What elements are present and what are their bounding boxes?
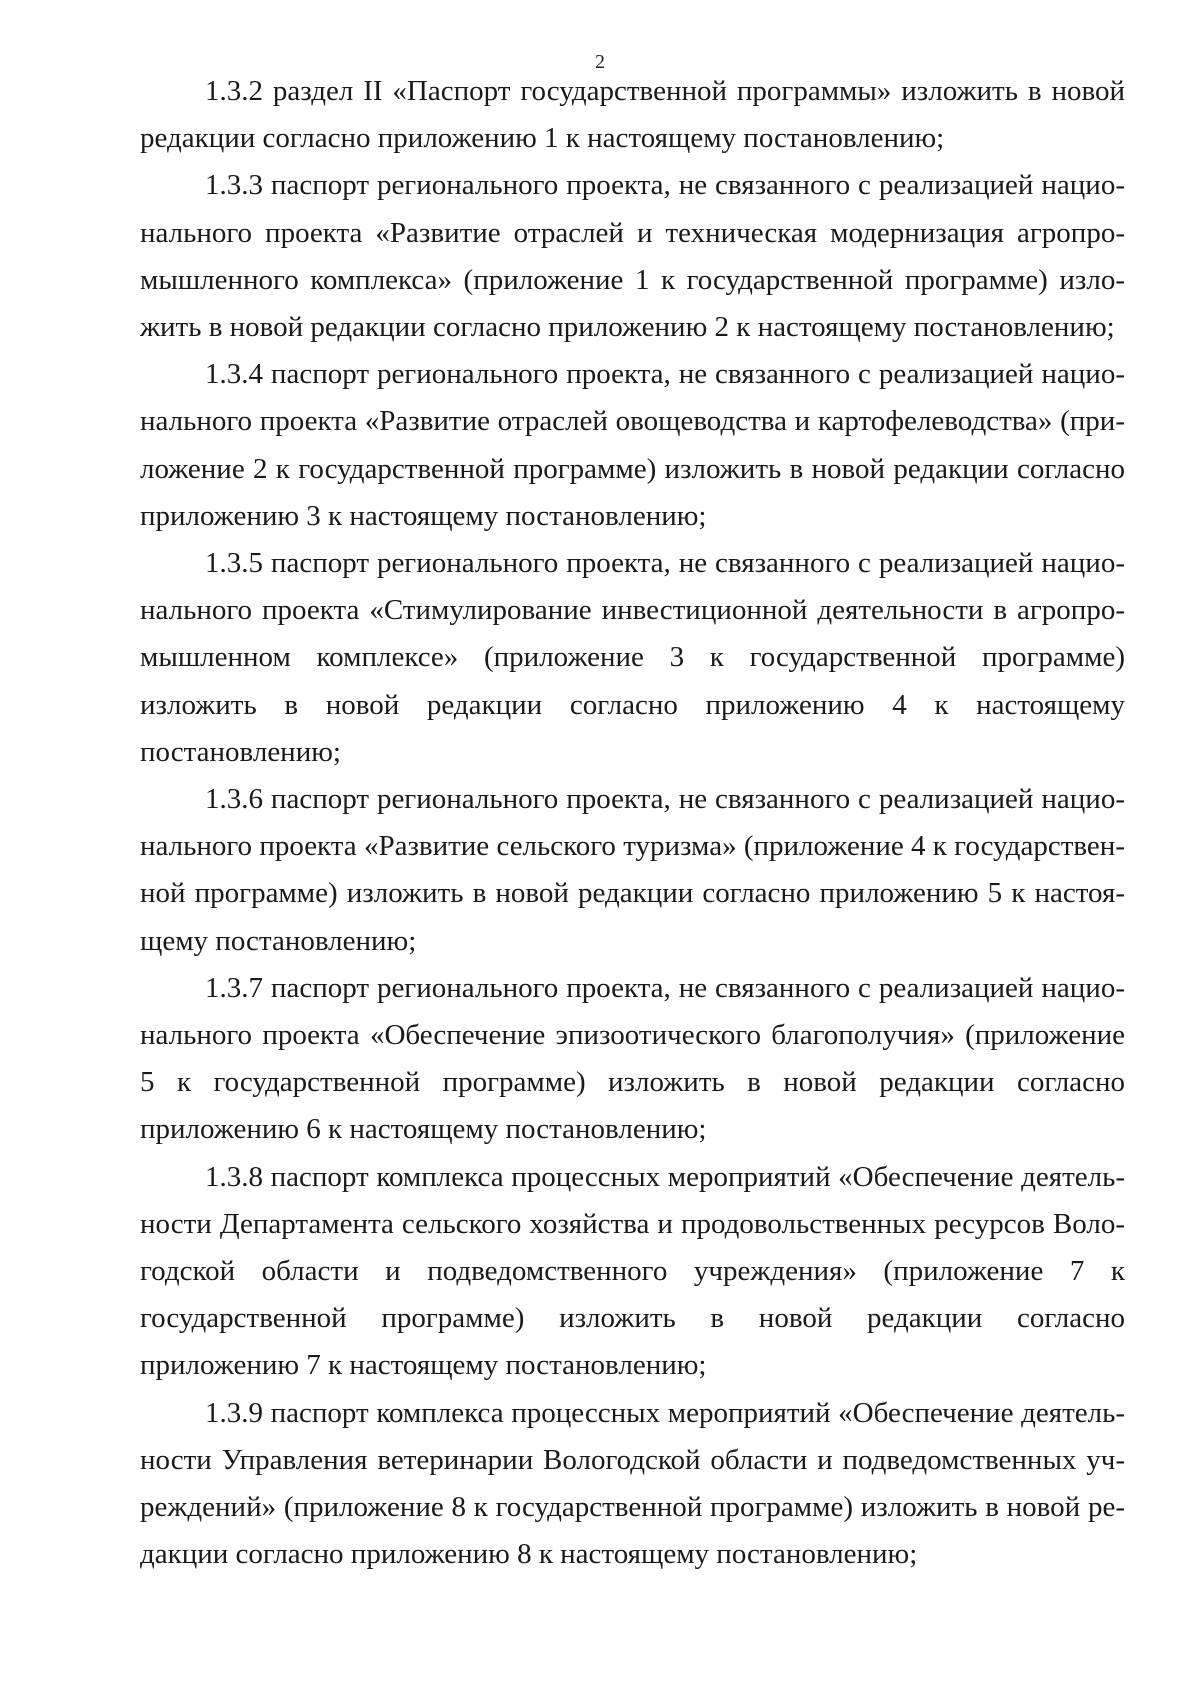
paragraph-1-3-6: 1.3.6 паспорт регионального проекта, не связанного с реализацией национального проекта «Развитие сельского туризма» (приложение 4 к государственной программе) изложить в новой редакции согласно приложению 5 к настоящему постановлению; <box>140 783 1125 957</box>
paragraph-1-3-3: 1.3.3 паспорт регионального проекта, не связанного с реализацией национального проекта «Развитие отраслей и техническая модернизация агропромышленного комплекса» (приложение 1 к государственной программе) изложить в новой редакции согласно приложению 2 к настоящему постановлению; <box>140 169 1125 344</box>
paragraph-1-3-7: 1.3.7 паспорт регионального проекта, не связанного с реализацией национального проекта «Обеспечение эпизоотического благополучия» (приложение 5 к государственной программе) изложить в новой редакции согласно приложению 6 к настоящему постановлению; <box>140 971 1125 1146</box>
paragraph-1-3-4: 1.3.4 паспорт регионального проекта, не связанного с реализацией национального проекта «Развитие отраслей овощеводства и картофелеводства» (приложение 2 к государственной программе) изложить в новой редакции согласно приложению 3 к настоящему постановлению; <box>140 358 1125 532</box>
paragraph-1-3-9: 1.3.9 паспорт комплекса процессных мероприятий «Обеспечение деятельности Управления ветеринарии Вологодской области и подведомственных учреждений» (приложение 8 к государственной программе) изложить в новой редакции согласно приложению 8 к настоящему постановлению; <box>140 1396 1125 1571</box>
document-body <box>140 68 1125 1579</box>
paragraph-1-3-5: 1.3.5 паспорт регионального проекта, не связанного с реализацией национального проекта «Стимулирование инвестиционной деятельности в агропромышленном комплексе» (приложение 3 к государственной программе) изложить в новой редакции согласно приложению 4 к настоящему постановлению; <box>140 547 1125 768</box>
paragraph-1-3-2: 1.3.2 раздел II «Паспорт государственной программы» изложить в новой редакции согласно приложению 1 к настоящему постановлению; <box>140 75 1125 155</box>
page-number: 2 <box>595 51 605 73</box>
paragraph-1-3-8: 1.3.8 паспорт комплекса процессных мероприятий «Обеспечение деятельности Департамента сельского хозяйства и продовольственных ресурсов Вологодской области и подведомственного учреждения» (приложение 7 к государственной программе) изложить в новой редакции согласно приложению 7 к настоящему постановлению; <box>140 1160 1125 1382</box>
